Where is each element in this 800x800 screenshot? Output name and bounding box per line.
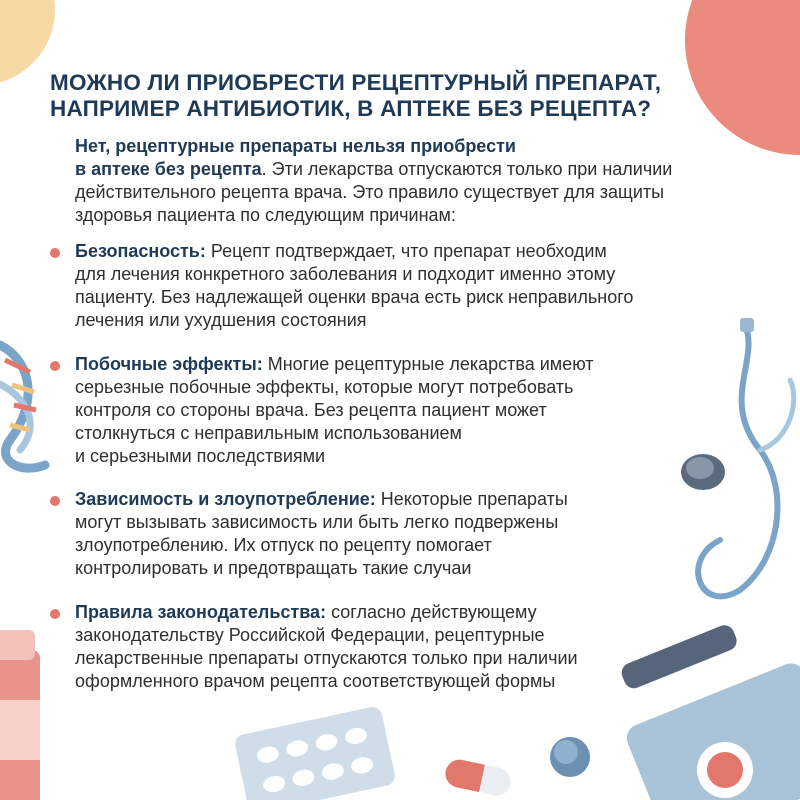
bullet-text: согласно действующему xyxy=(326,602,537,622)
bullet-line: пациенту. Без надлежащей оценки врача есть риск неправильного xyxy=(75,287,634,307)
bullet-heading: Безопасность: xyxy=(75,241,206,261)
bullet-line: и серьезными последствиями xyxy=(75,446,326,466)
title-line-1: МОЖНО ЛИ ПРИОБРЕСТИ РЕЦЕПТУРНЫЙ ПРЕПАРАТ, xyxy=(50,70,662,95)
bullet-dependence xyxy=(75,488,765,580)
bullet-line: для лечения конкретного заболевания и подходит именно этому xyxy=(75,264,616,284)
bullet-line: контроля со стороны врача. Без рецепта пациент может xyxy=(75,400,547,420)
bullet-line: лекарственные препараты отпускаются только при наличии xyxy=(75,648,578,668)
title-line-2: НАПРИМЕР АНТИБИОТИК, В АПТЕКЕ БЕЗ РЕЦЕПТА? xyxy=(50,96,652,121)
bullet-text: Некоторые препараты xyxy=(375,489,568,509)
bullet-dot xyxy=(50,609,60,619)
intro-bold-2: в аптеке без рецепта xyxy=(75,159,262,179)
intro-paragraph xyxy=(75,135,765,227)
bullet-safety xyxy=(75,240,765,332)
bullet-dot xyxy=(50,248,60,258)
bullet-heading: Побочные эффекты: xyxy=(75,354,263,374)
bullet-line: законодательству Российской Федерации, рецептурные xyxy=(75,625,545,645)
bullet-text: Многие рецептурные лекарства имеют xyxy=(262,354,594,374)
bullet-dot xyxy=(50,496,60,506)
bullet-side-effects xyxy=(75,353,765,468)
bullet-legislation xyxy=(75,601,765,693)
bullet-heading: Зависимость и злоупотребление: xyxy=(75,489,376,509)
bullet-line: оформленного врачом рецепта соответствующей формы xyxy=(75,671,556,691)
bullet-line: серьезные побочные эффекты, которые могут потребовать xyxy=(75,377,574,397)
bullet-line: столкнуться с неправильным использованием xyxy=(75,423,462,443)
bullet-dot xyxy=(50,361,60,371)
bullet-heading: Правила законодательства: xyxy=(75,602,327,622)
bullet-text: Рецепт подтверждает, что препарат необходим xyxy=(205,241,607,261)
bullet-line: могут вызывать зависимость или быть легко подвержены xyxy=(75,512,559,532)
intro-line-2-rest: . Эти лекарства отпускаются только при наличии xyxy=(261,159,673,179)
bullet-line: злоупотреблению. Их отпуск по рецепту помогает xyxy=(75,535,492,555)
bullet-line: контролировать и предотвращать такие случаи xyxy=(75,558,472,578)
page-title xyxy=(50,70,730,122)
intro-line-3: действительного рецепта врача. Это правило существует для защиты xyxy=(75,182,665,202)
intro-line-4: здоровья пациента по следующим причинам: xyxy=(75,205,456,225)
bullet-line: лечения или ухудшения состояния xyxy=(75,310,367,330)
intro-bold-1: Нет, рецептурные препараты нельзя приобрести xyxy=(75,136,516,156)
